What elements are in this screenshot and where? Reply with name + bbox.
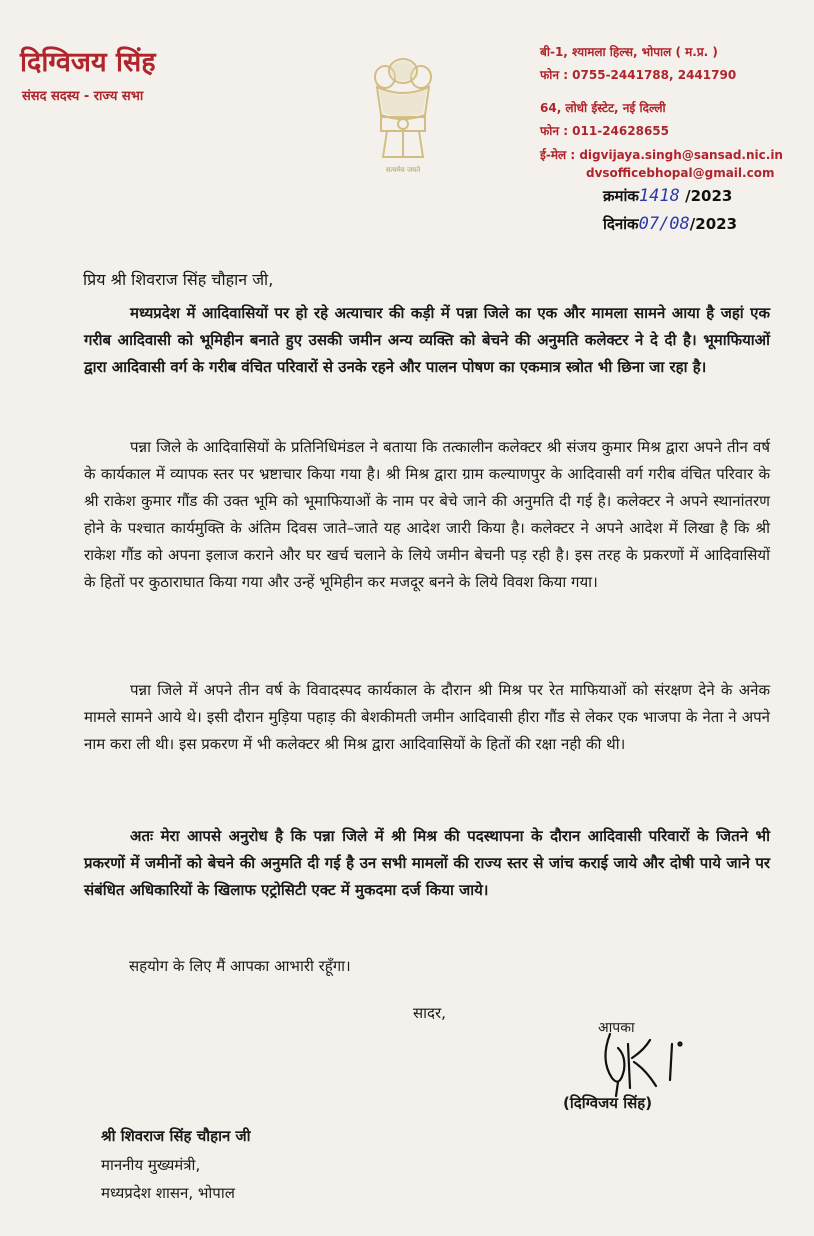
emblem-motto: सत्यमेव जयते: [385, 166, 421, 174]
reference-date-value: 07/08: [638, 214, 690, 234]
email-secondary: dvsofficebhopal@gmail.com: [586, 166, 775, 180]
addressee-designation: माननीय मुख्यमंत्री,: [101, 1156, 201, 1174]
paragraph-4: अतः मेरा आपसे अनुरोध है कि पन्ना जिले में श्री मिश्र की पदस्थापना के दौरान आदिवासी परिवारों के जितने भी प्रकरणों में जमीनों को बेचने की अनुमति दी गई है उन सभी मामलों की राज्य स्तर से जांच कराई जाये और दोषी पाये जाने पर संबंधित अधिकारियों के खिलाफ एट्रोसिटी एक्ट में मुकदमा दर्ज किया जाये।: [84, 827, 770, 899]
reference-date: [603, 214, 737, 234]
yours-line: आपका: [598, 1020, 635, 1036]
paragraph-1: मध्यप्रदेश में आदिवासियों पर हो रहे अत्याचार की कड़ी में पन्ना जिले का एक और मामला सामने आया है जहां एक गरीब आदिवासी को भूमिहीन बनाते हुए उसकी जमीन अन्य व्यक्ति को बेचने की अनुमति कलेक्टर ने दे दी है। भूमाफियाओं द्वारा आदिवासी वर्ग के गरीब वंचित परिवारों से उनके रहने और पालन पोषण का एकमात्र स्त्रोत भी छिना जा रहा है।: [84, 304, 770, 376]
closing-line: सहयोग के लिए मैं आपका आभारी रहूँगा।: [129, 957, 351, 975]
bhopal-phone: फोन : 0755-2441788, 2441790: [540, 68, 737, 82]
paragraph-2: पन्ना जिले के आदिवासियों के प्रतिनिधिमंडल ने बताया कि तत्कालीन कलेक्टर श्री संजय कुमार मिश्र द्वारा अपने तीन वर्ष के कार्यकाल में व्यापक स्तर पर भ्रष्टाचार किया गया है। श्री मिश्र द्वारा ग्राम कल्याणपुर के आदिवासी वर्ग गरीब वंचित परिवार के श्री राकेश कुमार गौंड की उक्त भूमि को भूमाफियाओं के नाम पर बेचे जाने की अनुमति दी गई है। कलेक्टर ने अपने स्थानांतरण होने के पश्चात कार्यमुक्ति के अंतिम दिवस जाते–जाते यह आदेश जारी किया है। कलेक्टर ने अपने आदेश में लिखा है कि श्री राकेश गौंड को अपना इलाज कराने और घर खर्च चलाने के लिये जमीन बेचनी पड़ रही है। इस तरह के प्रकरणों में आदिवासियों के हितों पर कुठाराघात किया गया और उन्हें भूमिहीन कर मजदूर बनने के लिये विवश किया गया।: [84, 438, 770, 591]
bhopal-address: बी-1, श्यामला हिल्स, भोपाल ( म.प्र. ): [540, 45, 718, 59]
delhi-phone: फोन : 011-24628655: [540, 124, 670, 138]
signatory-name: (दिग्विजय सिंह): [563, 1094, 653, 1112]
email-primary: ई-मेल : digvijaya.singh@sansad.nic.in: [540, 148, 783, 162]
regards: सादर,: [413, 1004, 446, 1022]
reference-date-suffix: /2023: [689, 215, 738, 233]
addressee-office: मध्यप्रदेश शासन, भोपाल: [101, 1184, 235, 1202]
handwritten-signature: [572, 1000, 712, 1100]
national-emblem-icon: [363, 48, 443, 178]
reference-number-suffix: /2023: [685, 187, 733, 205]
reference-number: [603, 186, 732, 206]
sender-name: दिग्विजय सिंह: [20, 47, 156, 78]
salutation: प्रिय श्री शिवराज सिंह चौहान जी,: [83, 270, 274, 289]
sender-designation: संसद सदस्य - राज्य सभा: [22, 89, 144, 104]
addressee-name: श्री शिवराज सिंह चौहान जी: [101, 1127, 251, 1145]
delhi-address: 64, लोधी ईस्टेट, नई दिल्ली: [540, 101, 666, 115]
reference-number-value: 1418: [638, 186, 680, 206]
reference-date-label: दिनांक: [603, 215, 639, 233]
paragraph-3: पन्ना जिले में अपने तीन वर्ष के विवादस्पद कार्यकाल के दौरान श्री मिश्र पर रेत माफियाओं को संरक्षण देने के अनेक मामले सामने आये थे। इसी दौरान मुड़िया पहाड़ की बेशकीमती जमीन आदिवासी हीरा गौंड से लेकर एक भाजपा के नेता ने अपने नाम करा ली थी। इस प्रकरण में भी कलेक्टर श्री मिश्र द्वारा आदिवासियों के हितों की रक्षा नही की थी।: [84, 681, 770, 753]
reference-number-label: क्रमांक: [603, 187, 639, 205]
